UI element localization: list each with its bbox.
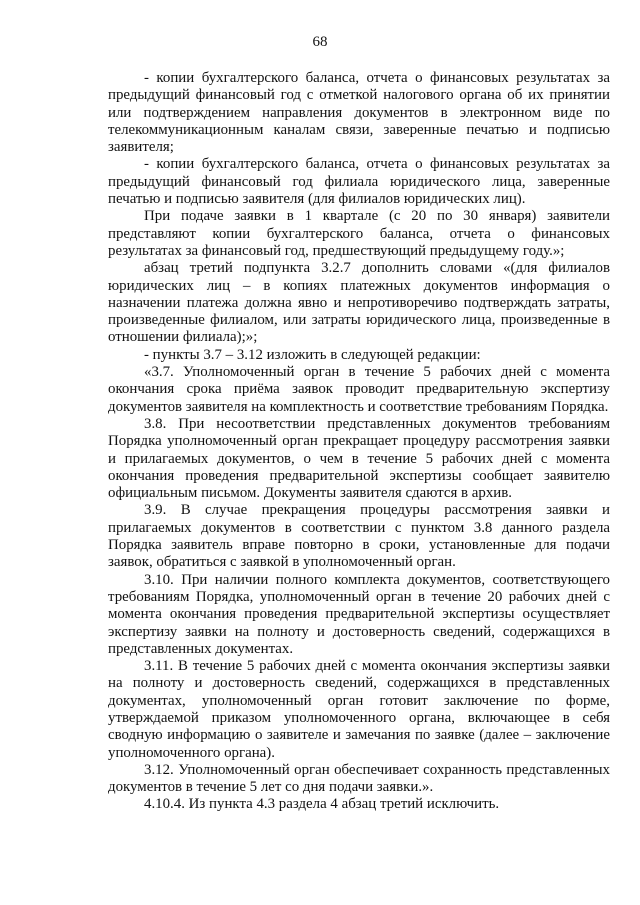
paragraph-clause-4-10-4: 4.10.4. Из пункта 4.3 раздела 4 абзац третий исключить. <box>144 796 500 813</box>
paragraph-clause-3-8: 3.8. При несоответствии представленных документов требованиям Порядка уполномоченный орган прекращает процедуру рассмотрения заявки и прилагаемых документов, о чем в течение 5 рабочих дней с момента окончания проведения предварительной экспертизы сообщает заявителю официальным письмом. Документы заявителя сдаются в архив. <box>108 415 610 502</box>
paragraph-clause-3-11: 3.11. В течение 5 рабочих дней с момента окончания экспертизы заявки на полноту и достоверность сведений, содержащихся в представленных документах, уполномоченный орган готовит заключение по форме, утверждаемой приказом уполномоченного органа, включающее в себя сводную информацию о заявителе и замечания по заявке (далее – заключение уполномоченного органа). <box>108 658 610 761</box>
paragraph-clause-3-9: 3.9. В случае прекращения процедуры рассмотрения заявки и прилагаемых документов в соответствии с пунктом 3.8 данного раздела Порядка заявитель вправе повторно в сроки, установленные для подачи заявок, обратиться с заявкой в уполномоченный орган. <box>108 502 610 571</box>
paragraph-clause-3-7: «3.7. Уполномоченный орган в течение 5 рабочих дней с момента окончания срока приёма заявок проводит предварительную экспертизу документов заявителя на комплектность и соответствие требованиям Порядка. <box>108 364 610 415</box>
paragraph-clause-3-12: 3.12. Уполномоченный орган обеспечивает сохранность представленных документов в течение 5 лет со дня подачи заявки.». <box>108 761 610 796</box>
paragraph-first-quarter: При подаче заявки в 1 квартале (с 20 по 30 января) заявители представляют копии бухгалтерского баланса, отчета о финансовых результатах за финансовый год, предшествующий предыдущему году.»; <box>108 208 610 259</box>
paragraph-balance-copies: - копии бухгалтерского баланса, отчета о финансовых результатах за предыдущий финансовый год с отметкой налогового органа об их принятии или подтверждением направления документов в электронном виде по телекоммуникационным каналам связи, заверенные печатью и подписью заявителя; <box>108 70 610 156</box>
paragraph-clauses-3-7-3-12: - пункты 3.7 – 3.12 изложить в следующей редакции: <box>144 346 481 363</box>
paragraph-subclause-3-2-7: абзац третий подпункта 3.2.7 дополнить словами «(для филиалов юридических лиц – в копиях платежных документов информация о назначении платежа должна явно и непротиворечиво подтверждать затраты, произведенные филиалом, или затраты юридического лица, произведенные в отношении филиала);»; <box>108 260 610 346</box>
document-body <box>108 70 610 814</box>
paragraph-clause-3-10: 3.10. При наличии полного комплекта документов, соответствующего требованиям Порядка, уполномоченный орган в течение 20 рабочих дней с момента окончания проведения предварительной экспертизы осуществляет экспертизу заявки на полноту и достоверность сведений, содержащихся в представленных документах. <box>108 571 610 657</box>
page-number: 68 <box>312 34 328 50</box>
paragraph-branch-balance-copies: - копии бухгалтерского баланса, отчета о финансовых результатах за предыдущий финансовый год филиала юридического лица, заверенные печатью и подписью заявителя (для филиалов юридических лиц). <box>108 156 610 208</box>
